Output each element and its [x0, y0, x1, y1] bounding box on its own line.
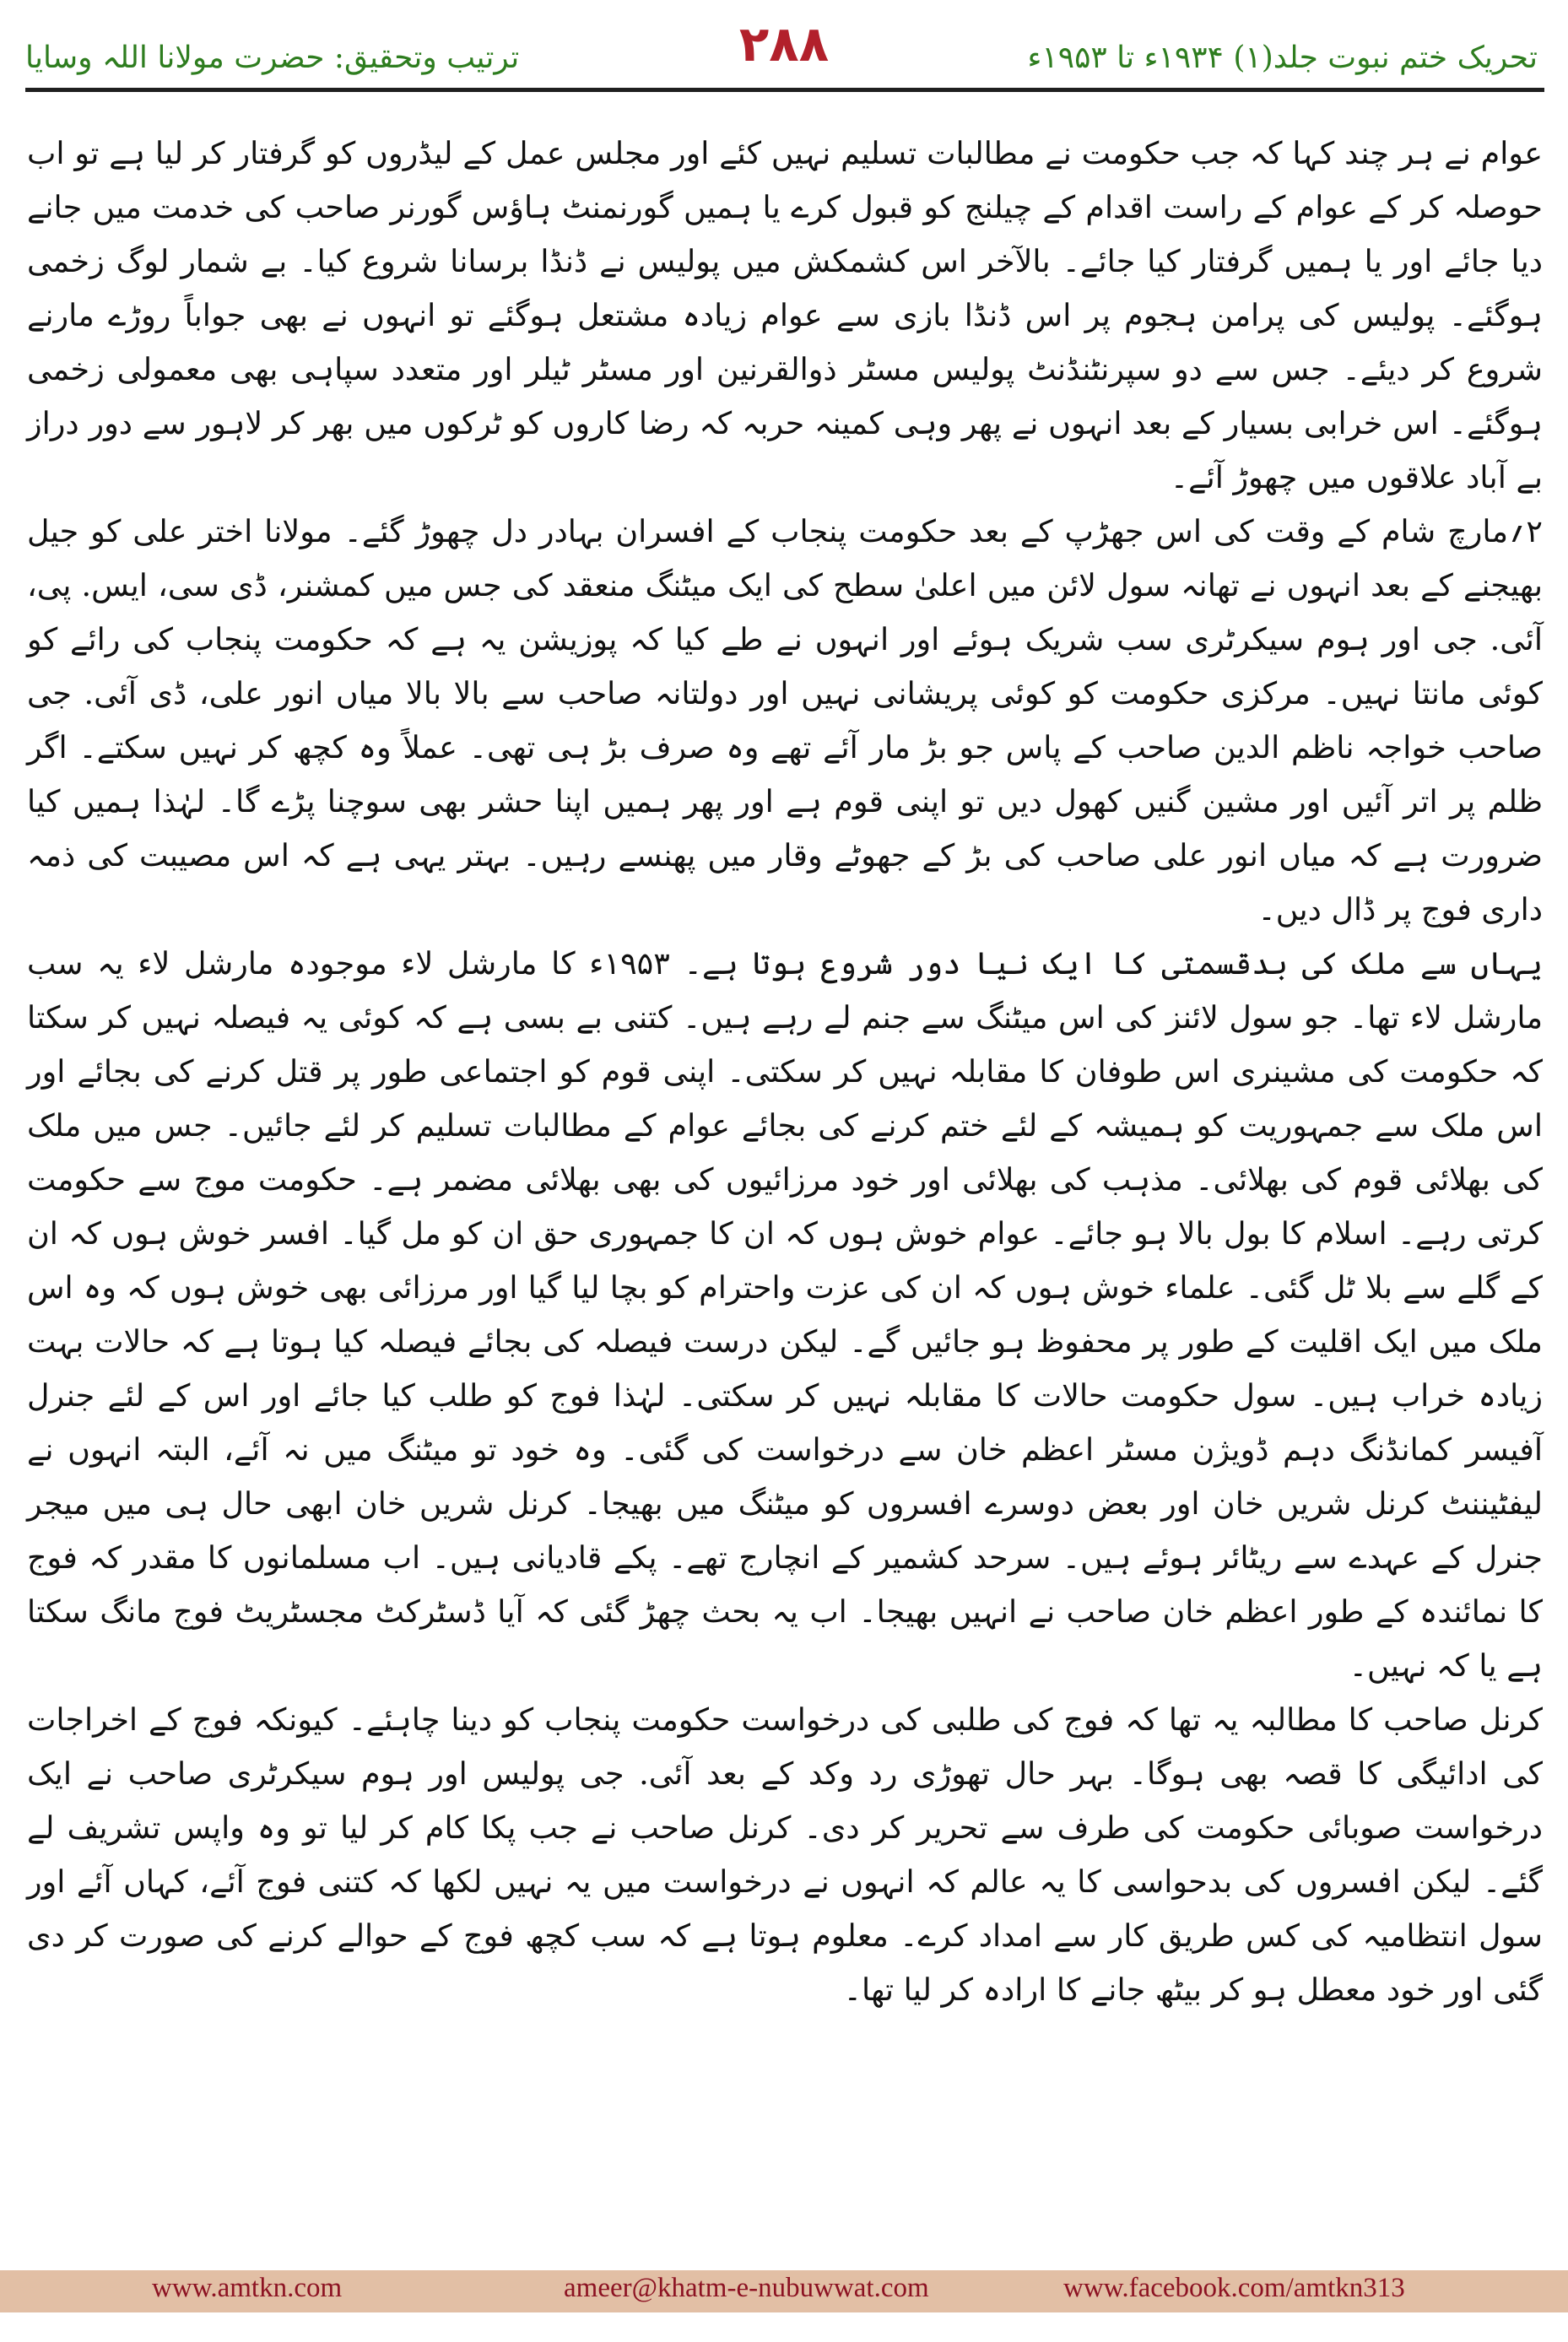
paragraph: یہاں سے ملک کی بدقسمتی کا ایک نیا دور شروع ہوتا ہے۔ ۱۹۵۳ء کا مارشل لاء موجودہ مارشل لاء یہ سب مارشل لاء تھا۔ جو سول لائنز کی اس میٹنگ سے جنم لے رہے ہیں۔ کتنی بے بسی ہے کہ کوئی یہ فیصلہ نہیں کر سکتا کہ حکومت کی مشینری اس طوفان کا مقابلہ نہیں کر سکتی۔ اپنی قوم کو اجتماعی طور پر قتل کرنے کی بجائے اور اس ملک سے جمہوریت کو ہمیشہ کے لئے ختم کرنے کی بجائے عوام کے مطالبات تسلیم کر لئے جائیں۔ جس میں ملک کی بھلائی قوم کی بھلائی۔ مذہب کی بھلائی اور خود مرزائیوں کی بھی بھلائی مضمر ہے۔ حکومت موج سے حکومت کرتی رہے۔ اسلام کا بول بالا ہو جائے۔ عوام خوش ہوں کہ ان کا جمہوری حق ان کو مل گیا۔ افسر خوش ہوں کہ ان کے گلے سے بلا ٹل گئی۔ علماء خوش ہوں کہ ان کی عزت واحترام کو بچا لیا گیا اور مرزائی بھی خوش ہوں کہ وہ اس ملک میں ایک اقلیت کے طور پر محفوظ ہو جائیں گے۔ لیکن درست فیصلہ کی بجائے فیصلہ کیا ہوتا ہے کہ حالات بہت زیادہ خراب ہیں۔ سول حکومت حالات کا مقابلہ نہیں کر سکتی۔ لہٰذا فوج کو طلب کیا جائے اور اس کے لئے جنرل آفیسر کمانڈنگ دہم ڈویژن مسٹر اعظم خان سے درخواست کی گئی۔ وہ خود تو میٹنگ میں نہ آئے، البتہ انہوں نے لیفٹیننٹ کرنل شریں خان اور بعض دوسرے افسروں کو میٹنگ میں بھیجا۔ کرنل شریں خان ابھی حال ہی میں میجر جنرل کے عہدے سے ریٹائر ہوئے ہیں۔ سرحد کشمیر کے انچارج تھے۔ پکے قادیانی ہیں۔ اب مسلمانوں کا مقدر کہ فوج کا نمائندہ کے طور اعظم خان صاحب نے انہیں بھیجا۔ اب یہ بحث چھڑ گئی کہ آیا ڈسٹرکٹ مجسٹریٹ فوج مانگ سکتا ہے یا کہ نہیں۔: [27, 945, 1544, 1684]
page-body: [27, 127, 1543, 2017]
header-divider: [25, 88, 1544, 92]
page-number: ۲۸۸: [738, 15, 830, 73]
facebook-link[interactable]: www.facebook.com/amtkn313: [1063, 2273, 1405, 2303]
email-link[interactable]: ameer@khatm-e-nubuwwat.com: [564, 2273, 929, 2303]
paragraph: عوام نے ہر چند کہا کہ جب حکومت نے مطالبات تسلیم نہیں کئے اور مجلس عمل کے لیڈروں کو گرفتار کر لیا ہے تو اب حوصلہ کر کے عوام کے راست اقدام کے چیلنج کو قبول کرے یا ہمیں گورنمنٹ ہاؤس گورنر صاحب کی خدمت میں جانے دیا جائے اور یا ہمیں گرفتار کیا جائے۔ بالآخر اس کشمکش میں پولیس نے ڈنڈا برسانا شروع کیا۔ بے شمار لوگ زخمی ہوگئے۔ پولیس کی پرامن ہجوم پر اس ڈنڈا بازی سے عوام زیادہ مشتعل ہوگئے تو انہوں نے بھی جواباً روڑے مارنے شروع کر دیئے۔ جس سے دو سپرنٹنڈنٹ پولیس مسٹر ذوالقرنین اور مسٹر ٹیلر اور متعدد سپاہی بھی معمولی زخمی ہوگئے۔ اس خرابی بسیار کے بعد انہوں نے پھر وہی کمینہ حربہ کہ رضا کاروں کو ٹرکوں میں بھر کر لاہور سے دور دراز بے آباد علاقوں میں چھوڑ آئے۔: [27, 135, 1543, 495]
website-link[interactable]: www.amtkn.com: [152, 2273, 343, 2303]
page-header: [0, 0, 1568, 81]
compiler-credit: ترتیب وتحقیق: حضرت مولانا اللہ وسایا: [25, 41, 520, 75]
paragraph: ۲؍مارچ شام کے وقت کی اس جھڑپ کے بعد حکومت پنجاب کے افسران بہادر دل چھوڑ گئے۔ مولانا اختر علی کو جیل بھیجنے کے بعد انہوں نے تھانہ سول لائن میں اعلیٰ سطح کی ایک میٹنگ منعقد کی جس میں کمشنر، ڈی سی، ایس. پی، آئی. جی اور ہوم سیکرٹری سب شریک ہوئے اور انہوں نے طے کیا کہ پوزیشن یہ ہے کہ حکومت پنجاب کی رائے کو کوئی مانتا نہیں۔ مرکزی حکومت کو کوئی پریشانی نہیں اور دولتانہ صاحب سے بالا بالا میاں انور علی، ڈی آئی. جی صاحب خواجہ ناظم الدین صاحب کے پاس جو بڑ مار آئے تھے وہ صرف بڑ ہی تھی۔ عملاً وہ کچھ کر نہیں سکتے۔ اگر ظلم پر اتر آئیں اور مشین گنیں کھول دیں تو اپنی قوم ہے اور پھر ہمیں اپنا حشر بھی سوچنا پڑے گا۔ لہٰذا ہمیں کیا ضرورت ہے کہ میاں انور علی صاحب کی بڑ کے جھوٹے وقار میں پھنسے رہیں۔ بہتر یہی ہے کہ اس مصیبت کی ذمہ داری فوج پر ڈال دیں۔: [27, 513, 1543, 928]
book-title: تحریک ختم نبوت جلد(۱) ۱۹۳۴ء تا ۱۹۵۳ء: [1027, 41, 1538, 75]
paragraph: کرنل صاحب کا مطالبہ یہ تھا کہ فوج کی طلبی کی درخواست حکومت پنجاب کو دینا چاہئے۔ کیونکہ فوج کے اخراجات کی ادائیگی کا قصہ بھی ہوگا۔ بہر حال تھوڑی رد وکد کے بعد آئی. جی پولیس اور ہوم سیکرٹری صاحب نے ایک درخواست صوبائی حکومت کی طرف سے تحریر کر دی۔ کرنل صاحب نے جب پکا کام کر لیا تو وہ واپس تشریف لے گئے۔ لیکن افسروں کی بدحواسی کا یہ عالم کہ انہوں نے درخواست میں یہ نہیں لکھا کہ کتنی فوج آئے، کہاں آئے اور سول انتظامیہ کی کس طریق کار سے امداد کرے۔ معلوم ہوتا ہے کہ سب کچھ فوج کے حوالے کرنے کی صورت کر دی گئی اور خود معطل ہو کر بیٹھ جانے کا ارادہ کر لیا تھا۔: [27, 1701, 1543, 2008]
